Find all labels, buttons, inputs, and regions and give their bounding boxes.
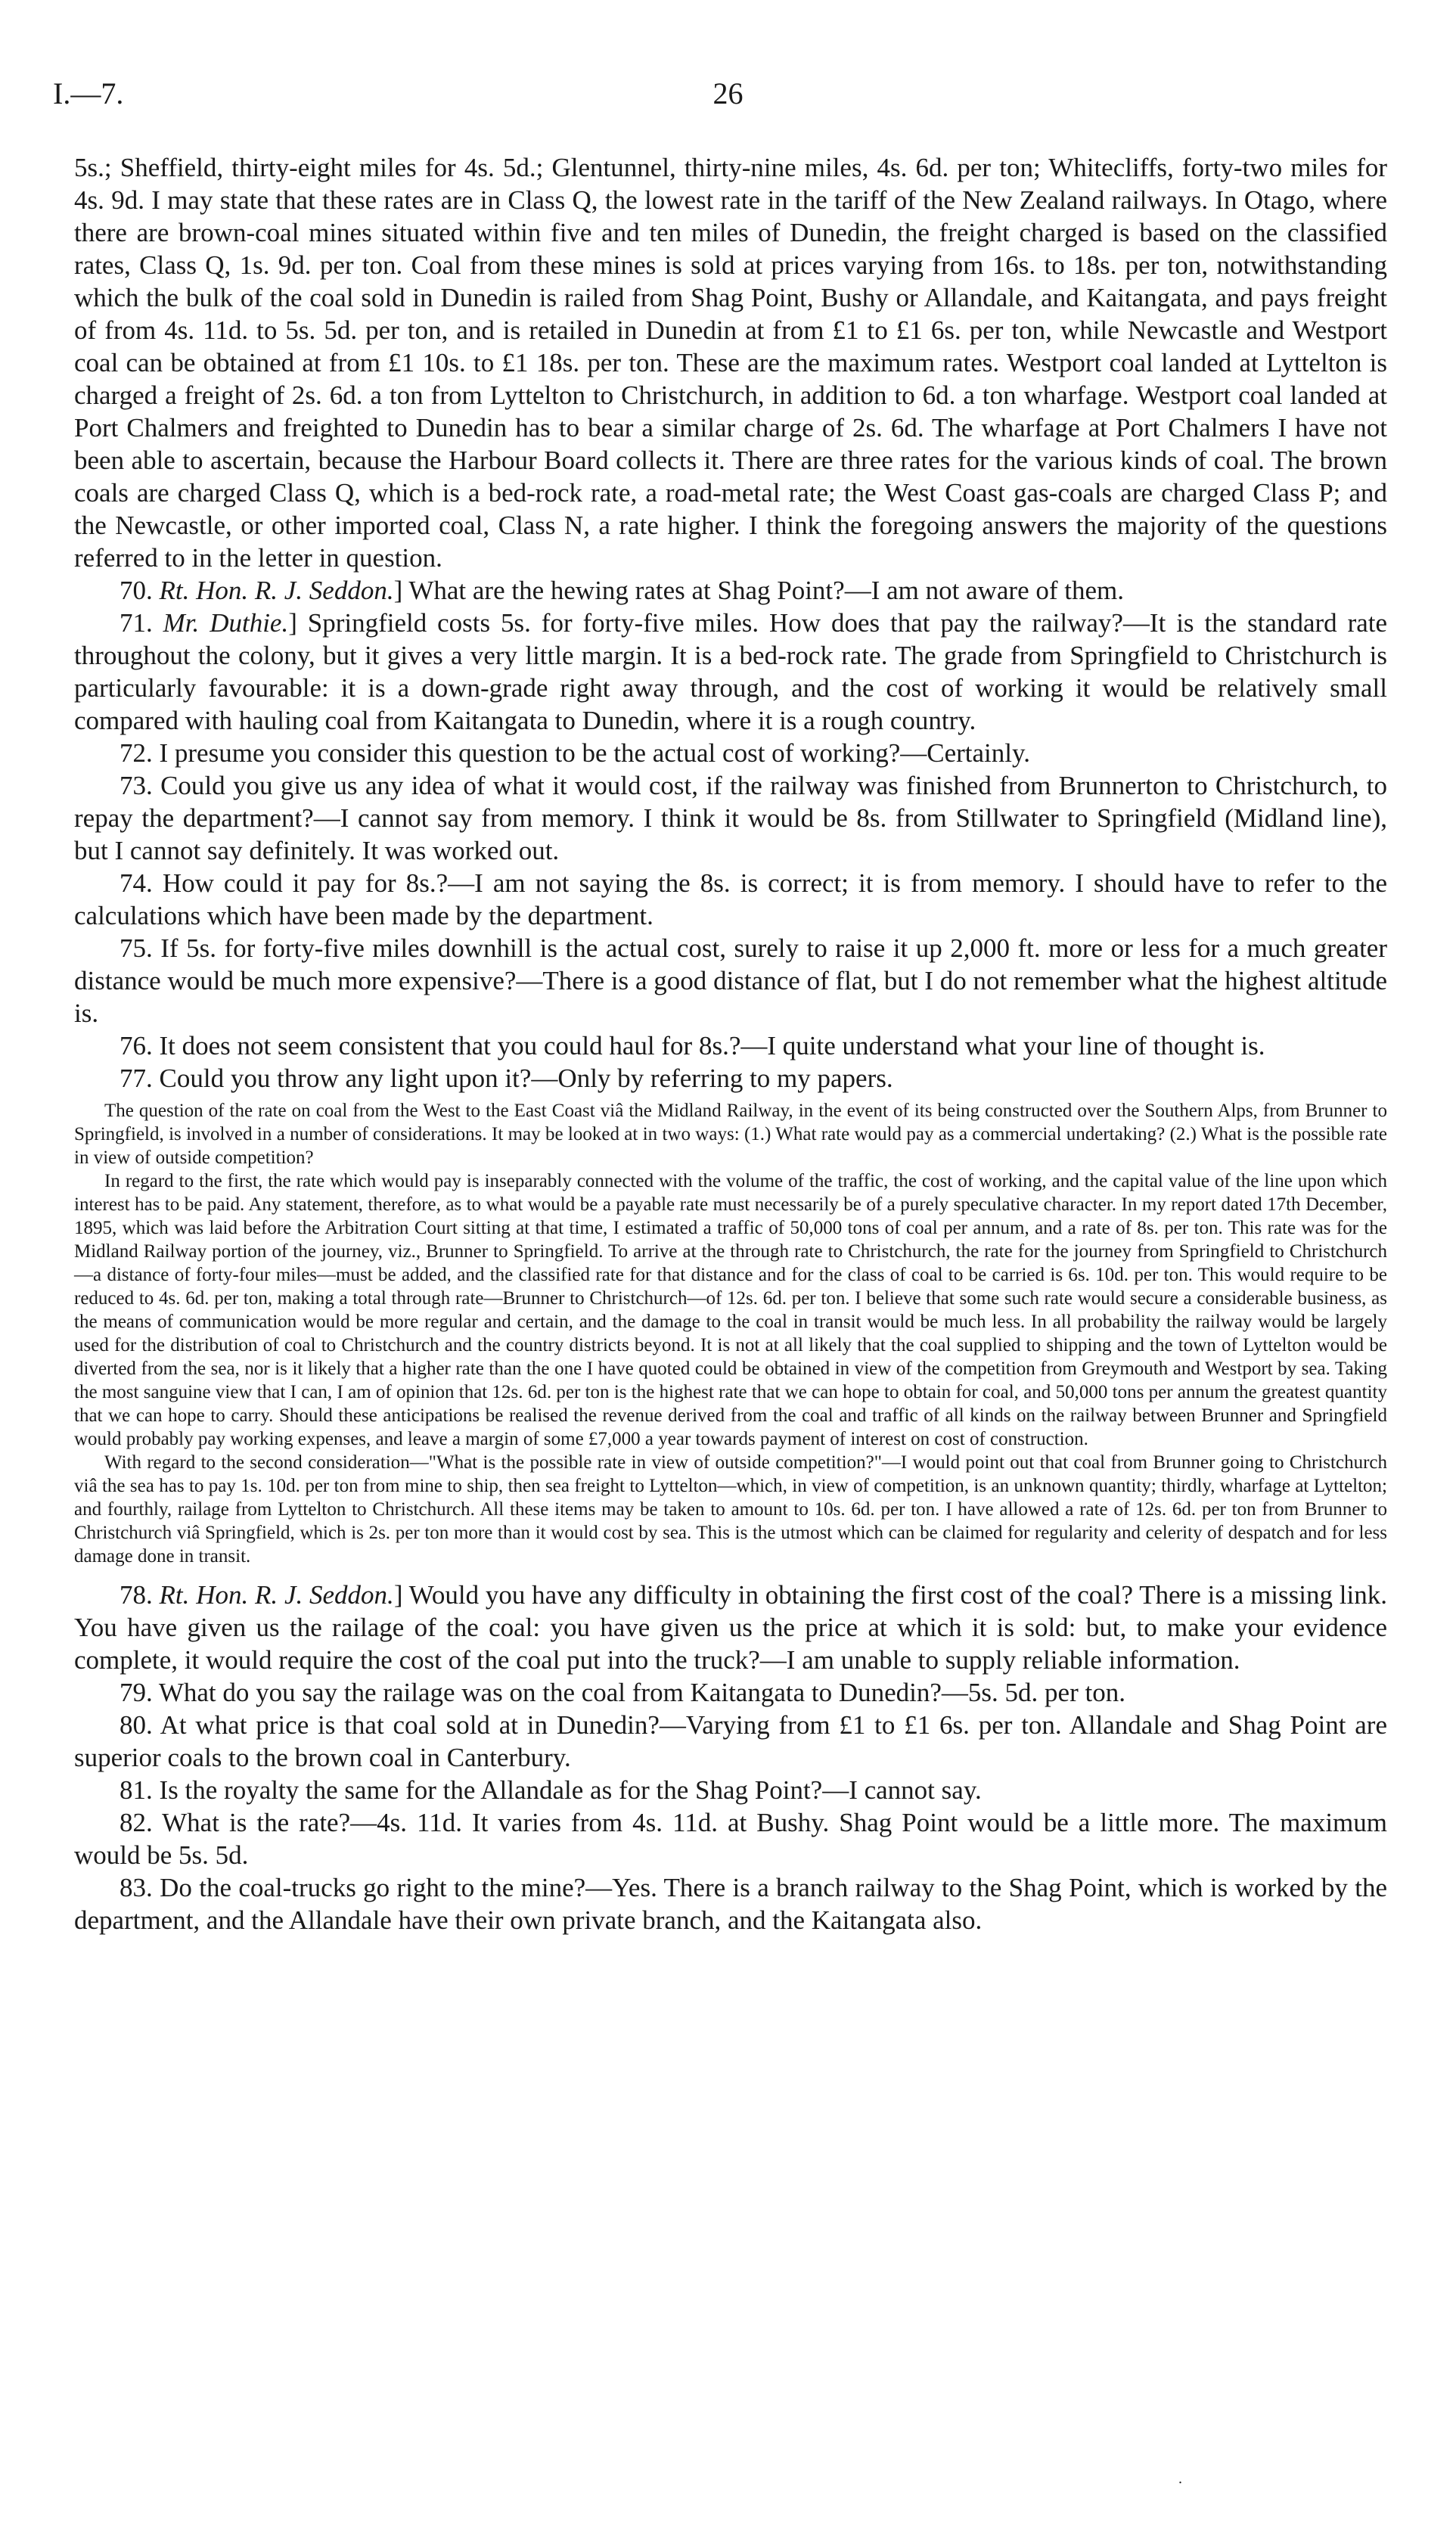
- question-74: 74. How could it pay for 8s.?—I am not saying the 8s. is correct; it is from memory. I should have to refer to the calculations which have been made by the department.: [74, 868, 1387, 930]
- question-82: 82. What is the rate?—4s. 11d. It varies from 4s. 11d. at Bushy. Shag Point would be a little more. The maximum would be 5s. 5d.: [74, 1808, 1387, 1870]
- quoted-report: [74, 1099, 1387, 1568]
- question-70: 70. Rt. Hon. R. J. Seddon.] What are the hewing rates at Shag Point?—I am not aware of them.: [120, 576, 1125, 605]
- speaker: Rt. Hon. R. J. Seddon.: [159, 1580, 394, 1610]
- speaker: Rt. Hon. R. J. Seddon.: [159, 576, 394, 605]
- question-81: 81. Is the royalty the same for the Allandale as for the Shag Point?—I cannot say.: [120, 1775, 982, 1805]
- document-reference: I.—7.: [53, 76, 124, 110]
- page-number: 26: [712, 76, 744, 110]
- question-76: 76. It does not seem consistent that you could haul for 8s.?—I quite understand what your line of thought is.: [120, 1031, 1265, 1060]
- question-73: 73. Could you give us any idea of what it would cost, if the railway was finished from Brunnerton to Christchurch, to repay the department?—I cannot say from memory. I think it would be 8s. from Stillwater to Springfield (Midland line), but I cannot say definitely. It was worked out.: [74, 771, 1387, 865]
- question-83: 83. Do the coal-trucks go right to the mine?—Yes. There is a branch railway to the Shag Point, which is worked by the department, and the Allandale have their own private branch, and the Kaitangata also.: [74, 1873, 1387, 1935]
- footer-mark: .: [1178, 2470, 1182, 2487]
- question-79: 79. What do you say the railage was on the coal from Kaitangata to Dunedin?—5s. 5d. per ton.: [120, 1678, 1125, 1707]
- question-72: 72. I presume you consider this question to be the actual cost of working?—Certainly.: [120, 738, 1030, 768]
- page-body: [74, 151, 1387, 1936]
- question-77: 77. Could you throw any light upon it?—Only by referring to my papers.: [120, 1064, 893, 1093]
- report-paragraph: In regard to the first, the rate which would pay is inseparably connected with the volume of the traffic, the cost of working, and the capital value of the line upon which interest has to be paid. Any statement, therefore, as to what would be a payable rate must necessarily be of a purely speculative character. In my report dated 17th December, 1895, which was laid before the Arbitration Court sitting at that time, I estimated a traffic of 50,000 tons of coal per annum, and a rate of 8s. per ton. This rate was for the Midland Railway portion of the journey, viz., Brunner to Springfield. To arrive at the through rate to Christchurch, the rate for the journey from Springfield to Christchurch—a distance of forty-four miles—must be added, and the classified rate for that distance and for the class of coal to be carried is 6s. 10d. per ton. This would require to be reduced to 4s. 6d. per ton, making a total through rate—Brunner to Christchurch—of 12s. 6d. per ton. I believe that some such rate would secure a considerable business, as the means of communication would be more regular and certain, and the damage to the coal in transit would be much less. In all probability the railway would be largely used for the distribution of coal to Christchurch and the country districts beyond. It is not at all likely that the coal supplied to shipping and the town of Lyttelton would be diverted from the sea, nor is it likely that a higher rate than the one I have quoted could be obtained in view of the competition from Greymouth and Westport by sea. Taking the most sanguine view that I can, I am of opinion that 12s. 6d. per ton is the highest rate that we can hope to obtain for coal, and 50,000 tons per annum the greatest quantity that we can hope to carry. Should these anticipations be realised the revenue derived from the coal and traffic of all kinds on the railway between Brunner and Springfield would probably pay working expenses, and leave a margin of some £7,000 a year towards payment of interest on cost of construction.: [74, 1171, 1387, 1449]
- question-78: 78. Rt. Hon. R. J. Seddon.] Would you have any difficulty in obtaining the first cost of the coal? There is a missing link. You have given us the railage of the coal: you have given us the price at which it is sold: but, to make your evidence complete, it would require the cost of the coal put into the truck?—I am unable to supply reliable information.: [74, 1580, 1387, 1675]
- report-paragraph: With regard to the second consideration—"What is the possible rate in view of outside competition?"—I would point out that coal from Brunner going to Christchurch viâ the sea has to pay 1s. 10d. per ton from mine to ship, then sea freight to Lyttelton—which, in view of competition, is an unknown quantity; thirdly, wharfage at Lyttelton; and fourthly, railage from Lyttelton to Christchurch. All these items may be taken to amount to 10s. 6d. per ton. I have allowed a rate of 12s. 6d. per ton from Brunner to Christchurch viâ Springfield, which is 2s. per ton more than it would cost by sea. This is the utmost which can be claimed for regularity and celerity of despatch and for less damage done in transit.: [74, 1452, 1387, 1567]
- speaker: Mr. Duthie.: [163, 608, 289, 638]
- question-80: 80. At what price is that coal sold at in Dunedin?—Varying from £1 to £1 6s. per ton. Allandale and Shag Point are superior coals to the brown coal in Canterbury.: [74, 1710, 1387, 1772]
- question-71: 71. Mr. Duthie.] Springfield costs 5s. for forty-five miles. How does that pay the railway?—It is the standard rate throughout the colony, but it gives a very little margin. It is a bed-rock rate. The grade from Springfield to Christchurch is particularly favourable: it is a down-grade right away through, and the cost of working it would be relatively small compared with hauling coal from Kaitangata to Dunedin, where it is a rough country.: [74, 608, 1388, 735]
- report-paragraph: The question of the rate on coal from the West to the East Coast viâ the Midland Railway, in the event of its being constructed over the Southern Alps, from Brunner to Springfield, is involved in a number of considerations. It may be looked at in two ways: (1.) What rate would pay as a commercial undertaking? (2.) What is the possible rate in view of outside competition?: [74, 1101, 1387, 1168]
- question-75: 75. If 5s. for forty-five miles downhill is the actual cost, surely to raise it up 2,000 ft. more or less for a much greater distance would be much more expensive?—There is a good distance of flat, but I do not remember what the highest altitude is.: [74, 933, 1387, 1028]
- paragraph-continuation: 5s.; Sheffield, thirty-eight miles for 4s. 5d.; Glentunnel, thirty-nine miles, 4s. 6d. per ton; Whitecliffs, forty-two miles for 4s. 9d. I may state that these rates are in Class Q, the lowest rate in the tariff of the New Zealand railways. In Otago, where there are brown-coal mines situated within five and ten miles of Dunedin, the freight charged is based on the classified rates, Class Q, 1s. 9d. per ton. Coal from these mines is sold at prices varying from 16s. to 18s. per ton, notwithstanding which the bulk of the coal sold in Dunedin is railed from Shag Point, Bushy or Allandale, and Kaitangata, and pays freight of from 4s. 11d. to 5s. 5d. per ton, and is retailed in Dunedin at from £1 to £1 6s. per ton, while Newcastle and Westport coal can be obtained at from £1 10s. to £1 18s. per ton. These are the maximum rates. Westport coal landed at Lyttelton is charged a freight of 2s. 6d. a ton from Lyttelton to Christchurch, in addition to 6d. a ton wharfage. Westport coal landed at Port Chalmers and freighted to Dunedin has to bear a similar charge of 2s. 6d. The wharfage at Port Chalmers I have not been able to ascertain, because the Harbour Board collects it. There are three rates for the various kinds of coal. The brown coals are charged Class Q, which is a bed-rock rate, a road-metal rate; the West Coast gas-coals are charged Class P; and the Newcastle, or other imported coal, Class N, a rate higher. I think the foregoing answers the majority of the questions referred to in the letter in question.: [74, 153, 1387, 573]
- page-header: [53, 76, 1403, 121]
